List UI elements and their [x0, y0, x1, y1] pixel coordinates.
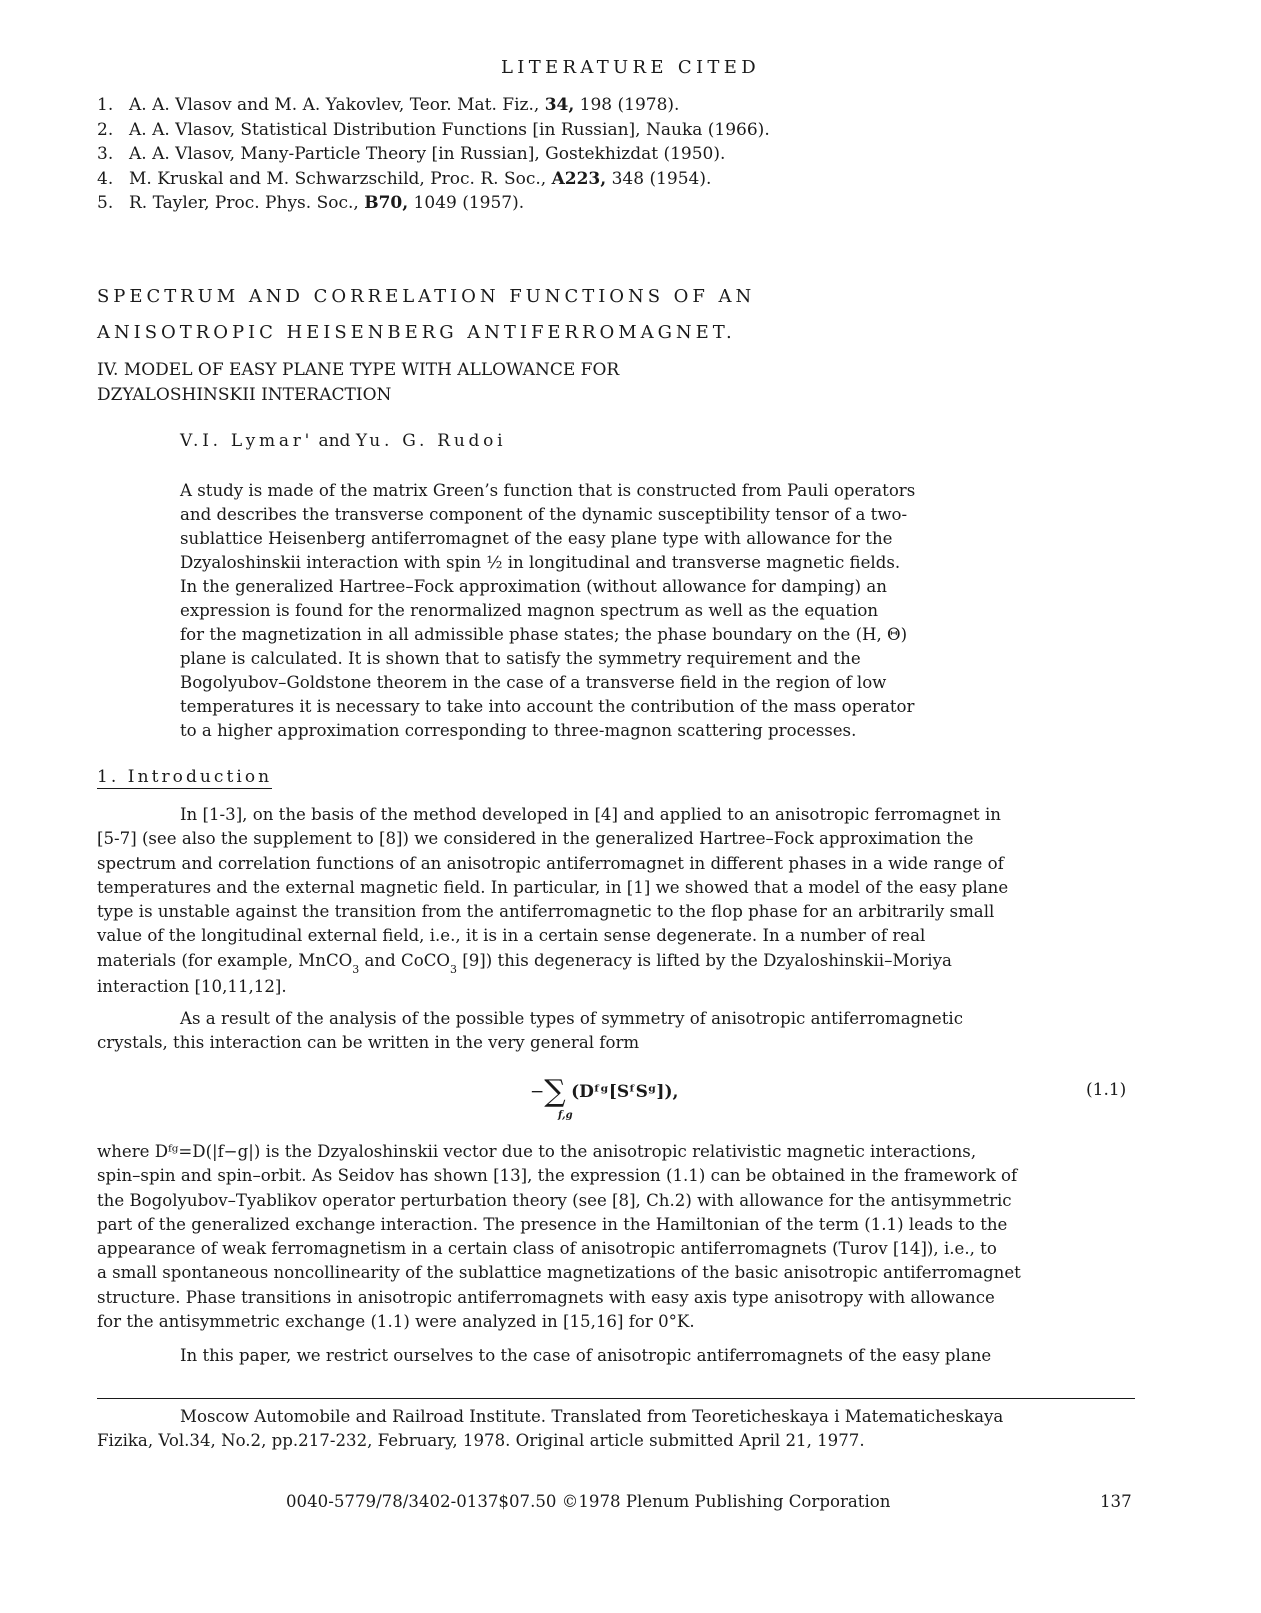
reference-item: 2. A. A. Vlasov, Statistical Distribution Functions [in Russian], Nauka (1966).: [97, 119, 770, 140]
intro-paragraph-1: In [1-3], on the basis of the method developed in [4] and applied to an anisotropic ferromagnet in [5-7] (see also the supplement to [8]) we considered in the generalized Hartree–Fock approximation the spectrum and correlation functions of an anisotropic antiferromagnet in different phases in a wide range of temperatures and the external magnetic field. In particular, in [1] we showed that a model of the easy plane type is unstable against the transition from the antiferromagnetic to the flop phase for an arbitrarily small value of the longitudinal external field, i.e., it is in a certain sense degenerate. In a number of real materials (for example, MnCO$_3$ and CoCO$_3$ [9]) this degeneracy is lifted by the Dzyaloshinskii–Moriya interaction [10,11,12].: [97, 805, 1009, 997]
author-name: V.I. Lymar': [180, 431, 314, 451]
footnote: Moscow Automobile and Railroad Institute. Translated from Teoreticheskaya i Matematicheskaya Fizika, Vol.34, No.2, pp.217-232, February, 1978. Original article submitted April 21, 1977.: [97, 1407, 1004, 1450]
equation-number: (1.1): [1086, 1080, 1127, 1100]
intro-paragraph-3: where Dᶠᵍ=D(|f−g|) is the Dzyaloshinskii vector due to the anisotropic relativistic magnetic interactions, spin–spin and spin–orbit. As Seidov has shown [13], the expression (1.1) can be obtained in the framework of the Bogolyubov–Tyablikov operator perturbation theory (see [8], Ch.2) with allowance for the antisymmetric part of the generalized exchange interaction. The presence in the Hamiltonian of the term (1.1) leads to the appearance of weak ferromagnetism in a certain class of anisotropic antiferromagnets (Turov [14]), i.e., to a small spontaneous noncollinearity of the sublattice magnetizations of the basic anisotropic antiferromagnet structure. Phase transitions in anisotropic antiferromagnets with easy axis type anisotropy with allowance for the antisymmetric exchange (1.1) were analyzed in [15,16] for 0°K.: [97, 1142, 1021, 1332]
article-title-line-2: ANISOTROPIC HEISENBERG ANTIFERROMAGNET.: [97, 322, 736, 343]
author-line: V.I. Lymar' and Yu. G. Rudoi: [180, 431, 507, 451]
page-number: 137: [1100, 1492, 1132, 1511]
author-name: Yu. G. Rudoi: [355, 431, 507, 451]
footnote-divider: [97, 1398, 1135, 1399]
article-title-line-1: SPECTRUM AND CORRELATION FUNCTIONS OF AN: [97, 286, 756, 307]
reference-item: 1. A. A. Vlasov and M. A. Yakovlev, Teor. Mat. Fiz., 34, 198 (1978).: [97, 95, 680, 115]
abstract: A study is made of the matrix Green’s function that is constructed from Pauli operators and describes the transverse component of the dynamic susceptibility tensor of a two- sublattice Heisenberg antiferromagnet of the easy plane type with allowance for the Dzyaloshinskii interaction with spin ½ in longitudinal and transverse magnetic fields. In the generalized Hartree–Fock approximation (without allowance for damping) an expression is found for the renormalized magnon spectrum as well as the equation for the magnetization in all admissible phase states; the phase boundary on the (H, Θ) plane is calculated. It is shown that to satisfy the symmetry requirement and the Bogolyubov–Goldstone theorem in the case of a transverse field in the region of low temperatures it is necessary to take into account the contribution of the mass operator to a higher approximation corresponding to three-magnon scattering processes.: [180, 481, 916, 740]
reference-item: 4. M. Kruskal and M. Schwarzschild, Proc. R. Soc., A223, 348 (1954).: [97, 168, 712, 189]
sum-index: f,g: [558, 1110, 573, 1121]
reference-item: 3. A. A. Vlasov, Many-Particle Theory [in Russian], Gostekhizdat (1950).: [97, 144, 726, 164]
copyright-line: 0040-5779/78/3402-0137$07.50 ©1978 Plenum Publishing Corporation: [286, 1492, 891, 1511]
literature-cited-heading: LITERATURE CITED: [501, 57, 760, 78]
article-subtitle: IV. MODEL OF EASY PLANE TYPE WITH ALLOWANCE FOR DZYALOSHINSKII INTERACTION: [97, 360, 620, 405]
intro-paragraph-2: As a result of the analysis of the possible types of symmetry of anisotropic antiferromagnetic crystals, this interaction can be written in the very general form: [97, 1009, 964, 1053]
intro-paragraph-4: In this paper, we restrict ourselves to the case of anisotropic antiferromagnets of the easy plane: [180, 1346, 992, 1365]
section-heading: 1. Introduction: [97, 767, 273, 787]
reference-item: 5. R. Tayler, Proc. Phys. Soc., B70, 1049 (1957).: [97, 193, 525, 213]
sum-symbol: ∑: [544, 1074, 566, 1109]
reference-list: [97, 93, 1097, 216]
equation-1-1: −∑ f,g (Dᶠᵍ[SᶠSᵍ]),: [530, 1074, 679, 1121]
